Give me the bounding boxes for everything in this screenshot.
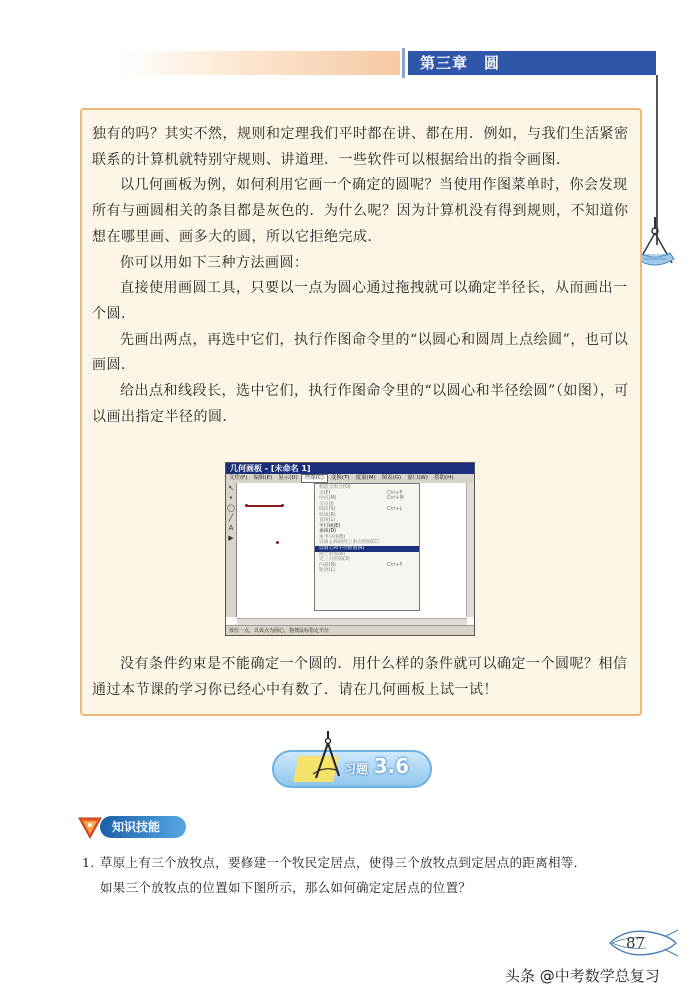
menu-item[interactable]: 以圆心和圆周上的点绘圆(C) (319, 540, 379, 546)
menu-item[interactable]: 构造点集合(O) (319, 485, 351, 490)
header-gradient-bar (120, 51, 400, 75)
paragraph: 先画出两点，再选中它们，执行作图命令里的“以圆心和圆周上点绘圆”，也可以画圆． (92, 331, 629, 374)
status-bar: 按住一点，以该点为圆心，拖拽鼠标指定半径 (226, 625, 474, 635)
reading-text (92, 122, 630, 430)
menu-item[interactable]: 垂线(D) (319, 529, 337, 535)
question-text: 如果三个放牧点的位置如下图所示，那么如何确定定居点的位置？ (100, 880, 472, 895)
text-tool-icon[interactable]: A (228, 524, 234, 532)
segment-endpoint[interactable] (281, 504, 284, 507)
menu-item[interactable]: 交点(I) (319, 501, 334, 507)
selected-segment[interactable] (246, 505, 282, 507)
paragraph: 没有条件约束是不能确定一个圆的．用什么样的条件就可以确定一个圆呢？相信通过本节课的学习你已经心中有数了．请在几何画板上试一试！ (92, 656, 628, 698)
menu-item[interactable]: 内部(N) Ctrl+P (319, 562, 403, 568)
paragraph: 直接使用画圆工具，只要以一点为圆心通过拖拽就可以确定半径长，从而画出一个圆． (92, 280, 628, 322)
menu-item[interactable]: 圆上的弧(A) (319, 551, 346, 557)
menu-transform[interactable]: 变换(T) (330, 475, 350, 481)
menu-bar (226, 474, 474, 483)
paragraph: 以几何画板为例，如何利用它画一个确定的圆呢？当使用作图菜单时，你会发现所有与画圆相关的条目都是灰色的．为什么呢？因为计算机没有得到规则，不知道你想在哪里画、画多大的圆，所以它拒绝完成． (92, 177, 629, 245)
page-number: 87 (626, 934, 646, 952)
geometry-sketchpad-screenshot (225, 462, 475, 636)
compass-tool-icon[interactable]: ◯ (227, 504, 235, 512)
paragraph: 给出点和线段长，选中它们，执行作图命令里的“以圆心和半径绘圆”（如图），可以画出指定半径的圆． (92, 383, 629, 425)
menu-edit[interactable]: 编辑(E) (253, 475, 273, 481)
menu-item[interactable]: 点(P) Ctrl+P (319, 490, 403, 496)
menu-item[interactable]: 线段(S) Ctrl+L (319, 507, 403, 513)
exercise-title: 习题 3.6 (344, 754, 410, 778)
window-title: 几何画板 - [未命名 1] (226, 463, 474, 474)
center-point[interactable] (276, 541, 279, 544)
menu-item[interactable]: 过三点的弧(3) (319, 557, 350, 563)
custom-tool-icon[interactable]: ▶ (228, 534, 234, 542)
menu-item[interactable]: 角平分线(B) (319, 534, 346, 540)
toolbox (226, 483, 237, 617)
menu-construct[interactable]: 作图(C) (301, 474, 328, 483)
knowledge-skills-label: 知识技能 (100, 816, 186, 838)
menu-item[interactable]: 平行线(E) (319, 523, 341, 529)
menu-item[interactable]: 中点(M) Ctrl+M (319, 496, 404, 502)
menu-item-circle-by-center-radius[interactable]: 以圆心和半径绘圆(R) (315, 546, 419, 552)
menu-measure[interactable]: 度量(M) (355, 475, 376, 481)
question-1 (82, 850, 642, 900)
menu-window[interactable]: 窗口(W) (407, 475, 428, 481)
vertical-scrollbar[interactable] (466, 483, 474, 617)
question-number: 1. (82, 855, 95, 870)
arrow-tool-icon[interactable]: ↖ (228, 484, 234, 492)
header-separator (402, 48, 405, 78)
chapter-header: 第三章 圆 (408, 51, 656, 75)
menu-item[interactable]: 直线(L) (319, 518, 336, 524)
construct-dropdown-menu (314, 483, 420, 611)
paragraph: 独有的吗？其实不然，规则和定理我们平时都在讲、都在用．例如，与我们生活紧密联系的计算机就特别守规则、讲道理．一些软件可以根据给出的指令画图． (92, 126, 629, 168)
menu-help[interactable]: 帮助(H) (433, 475, 454, 481)
menu-display[interactable]: 显示(D) (278, 475, 298, 481)
menu-item[interactable]: 射线(R) (319, 512, 336, 518)
menu-graph[interactable]: 图表(G) (381, 475, 402, 481)
line-tool-icon[interactable]: ╱ (228, 514, 234, 522)
paragraph: 你可以用如下三种方法画圆： (120, 254, 309, 271)
compass-icon (308, 730, 344, 782)
closing-text (92, 652, 630, 703)
point-tool-icon[interactable]: • (228, 494, 234, 502)
horizontal-scrollbar[interactable] (237, 618, 467, 625)
menu-item[interactable]: 轨迹(L) (319, 568, 336, 574)
menu-file[interactable]: 文件(F) (229, 475, 248, 481)
segment-endpoint[interactable] (245, 504, 248, 507)
question-text: 草原上有三个放牧点，要修建一个牧民定居点，使得三个放牧点到定居点的距离相等． (100, 855, 587, 870)
watermark: 头条 @中考数学总复习 (505, 967, 660, 985)
